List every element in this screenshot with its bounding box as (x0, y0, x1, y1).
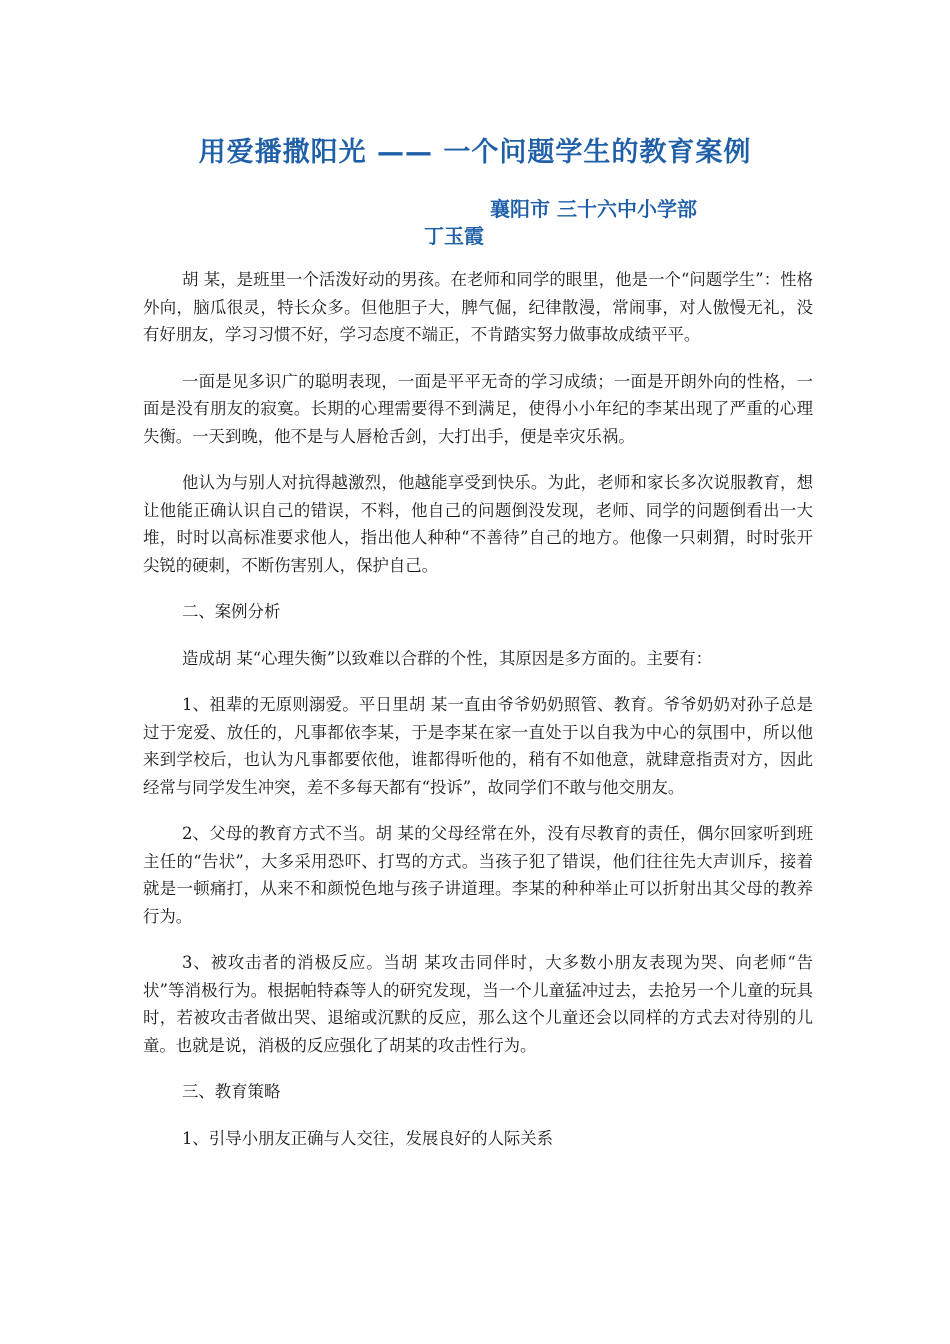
paragraph-contrast: 一面是见多识广的聪明表现，一面是平平无奇的学习成绩；一面是开朗外向的性格，一面是没有朋友的寂寞。长期的心理需要得不到满足，使得小小年纪的李某出现了严重的心理失衡。一天到晚，他不是与人唇枪舌剑，大打出手，便是幸灾乐祸。 (143, 371, 813, 446)
strategy-item: 1、引导小朋友正确与人交往，发展良好的人际关系 (182, 1128, 554, 1148)
paragraph-behavior: 他认为与别人对抗得越激烈，他越能享受到快乐。为此，老师和家长多次说服教育，想让他能正确认识自己的错误，不料，他自己的问题倒没发现，老师、同学的问题倒看出一大堆，时时以高标准要求他人，指出他人种种“不善待”自己的地方。他像一只刺猬，时时张开尖锐的硬刺，不断伤害别人，保护自己。 (143, 473, 813, 575)
document-body (143, 266, 813, 1171)
paragraph-intro: 胡 某，是班里一个活泼好动的男孩。在老师和同学的眼里，他是一个“问题学生”：性格外向，脑瓜很灵，特长众多。但他胆子大，脾气倔，纪律散漫，常闹事，对人傲慢无礼，没有好朋友，学习习惯不好，学习态度不端正，不肯踏实努力做事故成绩平平。 (143, 270, 813, 344)
section-heading-analysis: 二、案例分析 (182, 602, 281, 621)
analysis-item: 3、被攻击者的消极反应。当胡 某攻击同伴时，大多数小朋友表现为哭、向老师“告状”等消极行为。根据帕特森等人的研究发现，当一个儿童猛冲过去，去抢另一个儿童的玩具时，若被攻击者做出哭、退缩或沉默的反应，那么这个儿童还会以同样的方式去对待别的儿童。也就是说，消极的反应强化了胡某的攻击性行为。 (143, 953, 813, 1055)
author-school: 襄阳市 三十六中小学部 (490, 197, 697, 221)
author-name: 丁玉霞 (424, 224, 484, 248)
analysis-item: 1、祖辈的无原则溺爱。平日里胡 某一直由爷爷奶奶照管、教育。爷爷奶奶对孙子总是过于宠爱、放任的，凡事都依李某，于是李某在家一直处于以自我为中心的氛围中，所以他来到学校后，也认为凡事都要依他，谁都得听他的，稍有不如他意，就肆意指责对方，因此经常与同学发生冲突，差不多每天都有“投诉”，故同学们不敢与他交朋友。 (143, 695, 813, 797)
author-block (424, 196, 697, 250)
document-title: 用爱播撒阳光 —— 一个问题学生的教育案例 (198, 137, 752, 168)
paragraph-analysis-intro: 造成胡 某“心理失衡”以致难以合群的个性，其原因是多方面的。主要有： (182, 648, 713, 668)
section-heading-strategy: 三、教育策略 (182, 1082, 281, 1101)
analysis-item: 2、父母的教育方式不当。胡 某的父母经常在外，没有尽教育的责任，偶尔回家听到班主任的“告状”，大多采用恐吓、打骂的方式。当孩子犯了错误，他们往往先大声训斥，接着就是一顿痛打，从来不和颜悦色地与孩子讲道理。李某的种种举止可以折射出其父母的教养行为。 (143, 824, 813, 926)
